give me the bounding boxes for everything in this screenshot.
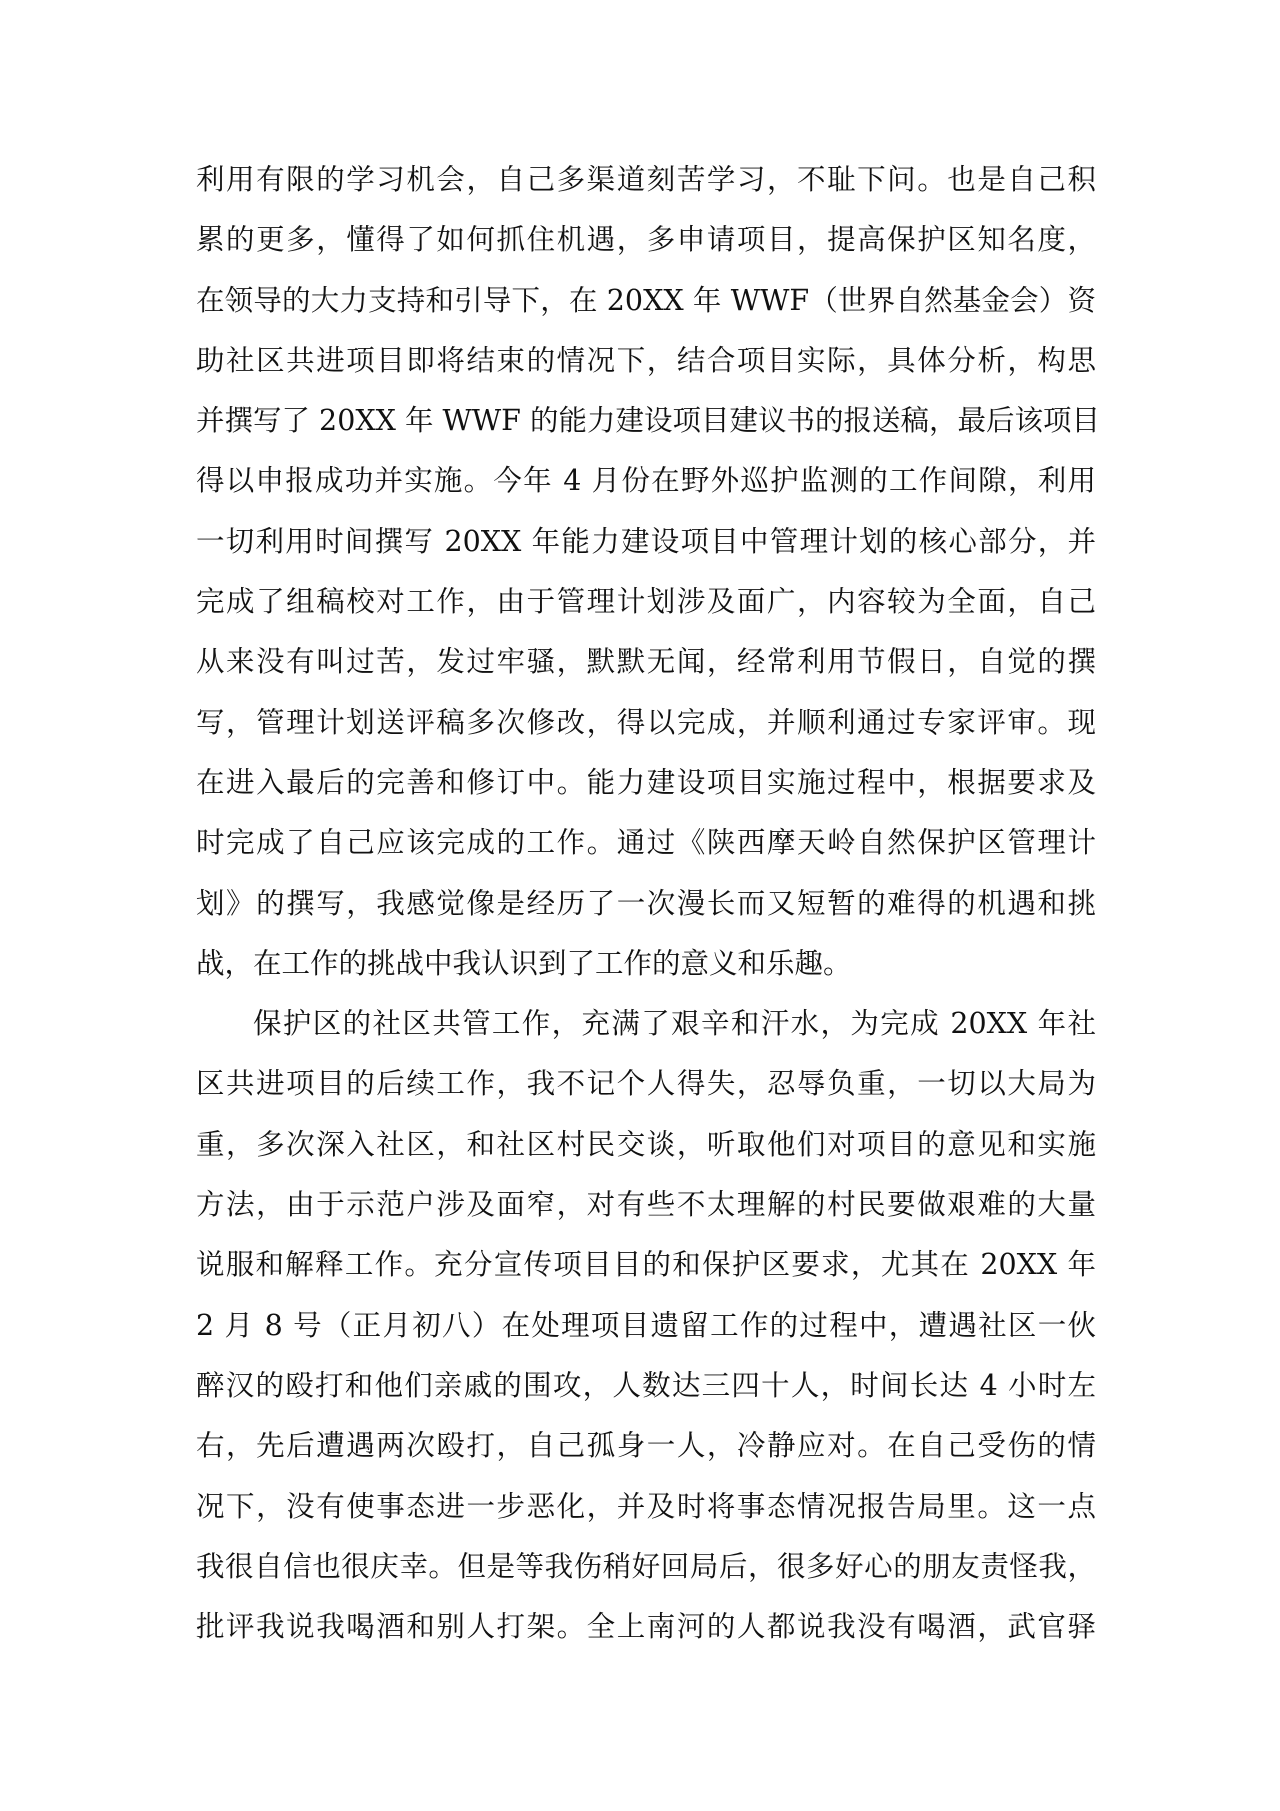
text-line: 利用有限的学习机会，自己多渠道刻苦学习，不耻下问。也是自己积 (196, 163, 1096, 196)
text-line: 醉汉的殴打和他们亲戚的围攻，人数达三四十人，时间长达 4 小时左 (196, 1368, 1096, 1402)
text-line: 助社区共进项目即将结束的情况下，结合项目实际，具体分析，构思 (196, 343, 1096, 377)
text-line: 划》的撰写，我感觉像是经历了一次漫长而又短暂的难得的机遇和挑 (196, 886, 1096, 920)
body-text (196, 150, 1100, 1657)
text-line: 在领导的大力支持和引导下，在 20XX 年 WWF（世界自然基金会）资 (196, 283, 1096, 317)
text-line: 2 月 8 号（正月初八）在处理项目遗留工作的过程中，遭遇社区一伙 (196, 1308, 1096, 1342)
text-line: 战，在工作的挑战中我认识到了工作的意义和乐趣。 (196, 946, 852, 980)
text-line: 右，先后遭遇两次殴打，自己孤身一人，冷静应对。在自己受伤的情 (196, 1429, 1096, 1463)
text-line: 说服和解释工作。充分宣传项目目的和保护区要求，尤其在 20XX 年 (196, 1248, 1096, 1282)
text-line: 保护区的社区共管工作，充满了艰辛和汗水，为完成 20XX 年社 (253, 1007, 1096, 1041)
text-line: 重，多次深入社区，和社区村民交谈，听取他们对项目的意见和实施 (196, 1127, 1096, 1161)
paragraph-1 (196, 150, 1100, 994)
text-line: 我很自信也很庆幸。但是等我伤稍好回局后，很多好心的朋友责怪我， (196, 1549, 1096, 1583)
text-line: 况下，没有使事态进一步恶化，并及时将事态情况报告局里。这一点 (196, 1489, 1096, 1523)
text-line: 得以申报成功并实施。今年 4 月份在野外巡护监测的工作间隙，利用 (196, 464, 1096, 498)
text-line: 时完成了自己应该完成的工作。通过《陕西摩天岭自然保护区管理计 (196, 826, 1096, 860)
text-line: 批评我说我喝酒和别人打架。全上南河的人都说我没有喝酒，武官驿 (196, 1610, 1096, 1644)
text-line: 完成了组稿校对工作，由于管理计划涉及面广，内容较为全面，自己 (196, 585, 1096, 619)
text-line: 方法，由于示范户涉及面窄，对有些不太理解的村民要做艰难的大量 (196, 1188, 1096, 1222)
text-line: 写，管理计划送评稿多次修改，得以完成，并顺利通过专家评审。现 (196, 705, 1096, 739)
text-line: 累的更多，懂得了如何抓住机遇，多申请项目，提高保护区知名度， (196, 223, 1096, 257)
text-line: 区共进项目的后续工作，我不记个人得失，忍辱负重，一切以大局为 (196, 1067, 1096, 1101)
text-line: 从来没有叫过苦，发过牢骚，默默无闻，经常利用节假日，自觉的撰 (196, 645, 1096, 679)
paragraph-2 (196, 994, 1096, 1657)
text-line: 并撰写了 20XX 年 WWF 的能力建设项目建议书的报送稿，最后该项目 (196, 404, 1100, 438)
text-line: 在进入最后的完善和修订中。能力建设项目实施过程中，根据要求及 (196, 765, 1096, 799)
text-line: 一切利用时间撰写 20XX 年能力建设项目中管理计划的核心部分，并 (196, 524, 1096, 558)
